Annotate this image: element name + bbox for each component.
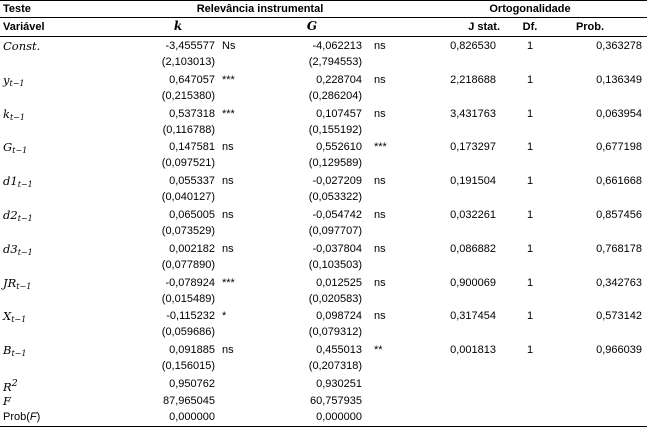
g-coefficient: -0,037804 bbox=[312, 242, 362, 255]
g-significance: ns bbox=[374, 310, 386, 323]
k-coefficient: 0,147581 bbox=[169, 141, 215, 154]
degrees-of-freedom: 1 bbox=[526, 310, 534, 323]
g-stat-value: 0,000000 bbox=[316, 411, 362, 423]
header-g: G bbox=[306, 19, 318, 33]
header-bottom-rule bbox=[0, 36, 647, 37]
variable-label: $G_{t-1}$ bbox=[3, 140, 28, 156]
degrees-of-freedom: 1 bbox=[526, 242, 534, 255]
k-coefficient: 0,537318 bbox=[169, 107, 215, 120]
degrees-of-freedom: 1 bbox=[526, 175, 534, 188]
g-std-error: (0,053322) bbox=[308, 191, 362, 204]
k-std-error: (0,116788) bbox=[162, 123, 215, 136]
g-std-error: (0,079312) bbox=[308, 326, 362, 339]
header-prob: Prob. bbox=[575, 21, 605, 33]
g-std-error: (0,129589) bbox=[308, 157, 362, 170]
g-significance: ns bbox=[374, 242, 386, 255]
g-significance: *** bbox=[374, 141, 387, 154]
g-std-error: (2,794553) bbox=[308, 56, 362, 68]
probability: 0,661668 bbox=[596, 175, 642, 188]
k-coefficient: -0,115232 bbox=[166, 310, 215, 323]
header-relevancia: Relevância instrumental bbox=[196, 3, 324, 15]
header-rule bbox=[0, 17, 647, 18]
variable-label: $X_{t-1}$ bbox=[3, 309, 27, 325]
k-stat-value: 0,950762 bbox=[169, 378, 215, 390]
k-significance: *** bbox=[222, 276, 235, 289]
degrees-of-freedom: 1 bbox=[526, 73, 534, 86]
g-coefficient: 0,098724 bbox=[316, 310, 362, 323]
g-stat-value: 60,757935 bbox=[310, 394, 362, 407]
g-significance: ns bbox=[374, 175, 386, 188]
header-jstat: J stat. bbox=[468, 21, 500, 33]
j-statistic: 3,431763 bbox=[450, 107, 496, 120]
k-stat-value: 87,965045 bbox=[163, 394, 215, 407]
top-rule bbox=[0, 0, 647, 1]
g-significance: ns bbox=[374, 276, 386, 289]
k-significance: *** bbox=[222, 73, 235, 86]
degrees-of-freedom: 1 bbox=[526, 107, 534, 120]
g-significance: ns bbox=[374, 73, 386, 86]
j-statistic: 0,173297 bbox=[450, 141, 496, 154]
probability: 0,063954 bbox=[596, 107, 642, 120]
k-significance: ns bbox=[222, 242, 234, 255]
k-significance: ns bbox=[222, 141, 234, 154]
k-coefficient: 0,002182 bbox=[169, 242, 215, 255]
probability: 0,573142 bbox=[596, 310, 642, 323]
k-coefficient: 0,065005 bbox=[169, 209, 215, 221]
k-std-error: (0,215380) bbox=[161, 89, 215, 102]
k-coefficient: 0,055337 bbox=[169, 175, 215, 188]
k-std-error: (2,103013) bbox=[161, 56, 215, 68]
degrees-of-freedom: 1 bbox=[526, 276, 534, 289]
j-statistic: 0,826530 bbox=[450, 40, 496, 52]
header-ortogonalidade: Ortogonalidade bbox=[489, 3, 571, 15]
j-statistic: 0,001813 bbox=[450, 344, 496, 357]
k-significance: ns bbox=[222, 209, 234, 221]
probability: 0,136349 bbox=[596, 73, 642, 86]
g-coefficient: 0,228704 bbox=[316, 73, 362, 86]
g-significance: ns bbox=[374, 40, 386, 52]
k-significance: ns bbox=[222, 175, 234, 188]
header-teste: Teste bbox=[3, 3, 31, 15]
k-std-error: (0,015489) bbox=[161, 292, 215, 305]
header-variavel: Variável bbox=[3, 21, 45, 33]
variable-label: $y_{t-1}$ bbox=[3, 72, 25, 88]
g-coefficient: 0,552610 bbox=[316, 141, 362, 154]
probability: 0,342763 bbox=[596, 276, 642, 289]
probability: 0,363278 bbox=[596, 40, 642, 52]
j-statistic: 2,218688 bbox=[450, 73, 496, 86]
g-std-error: (0,097707) bbox=[308, 225, 362, 237]
j-statistic: 0,317454 bbox=[450, 310, 496, 323]
j-statistic: 0,900069 bbox=[450, 276, 496, 289]
j-statistic: 0,086882 bbox=[450, 242, 496, 255]
variable-label: $d2_{t-1}$ bbox=[3, 208, 33, 223]
probability: 0,677198 bbox=[596, 141, 642, 154]
degrees-of-freedom: 1 bbox=[526, 344, 534, 357]
variable-label: $B_{t-1}$ bbox=[3, 343, 27, 359]
k-significance: ns bbox=[222, 344, 234, 357]
k-std-error: (0,156015) bbox=[161, 360, 215, 373]
g-std-error: (0,207318) bbox=[308, 360, 362, 373]
stat-label: F bbox=[3, 393, 11, 408]
variable-label: $d3_{t-1}$ bbox=[3, 241, 33, 257]
g-stat-value: 0,930251 bbox=[316, 378, 362, 390]
g-coefficient: -0,054742 bbox=[312, 209, 362, 221]
j-statistic: 0,032261 bbox=[450, 209, 496, 221]
k-coefficient: -3,455577 bbox=[165, 40, 215, 52]
k-significance: *** bbox=[222, 107, 235, 120]
stat-label: Prob(F) bbox=[3, 411, 41, 423]
g-coefficient: -0,027209 bbox=[312, 175, 362, 188]
k-coefficient: 0,647057 bbox=[169, 73, 215, 86]
k-significance: * bbox=[222, 310, 227, 323]
variable-label: Const. bbox=[3, 39, 41, 53]
g-coefficient: 0,012525 bbox=[316, 276, 362, 289]
g-std-error: (0,103503) bbox=[308, 258, 362, 271]
probability: 0,857456 bbox=[596, 209, 642, 221]
k-std-error: (0,097521) bbox=[161, 157, 215, 170]
header-df: Df. bbox=[522, 21, 538, 33]
g-std-error: (0,020583) bbox=[308, 292, 362, 305]
k-std-error: (0,059686) bbox=[161, 326, 215, 339]
k-significance: Ns bbox=[222, 40, 236, 52]
variable-label: $JR_{t-1}$ bbox=[3, 275, 32, 291]
g-coefficient: 0,455013 bbox=[316, 344, 362, 357]
probability: 0,966039 bbox=[596, 344, 642, 357]
j-statistic: 0,191504 bbox=[450, 175, 496, 188]
g-significance: ** bbox=[374, 344, 383, 357]
g-std-error: (0,155192) bbox=[308, 123, 362, 136]
variable-label: $k_{t-1}$ bbox=[3, 106, 25, 122]
g-std-error: (0,286204) bbox=[308, 89, 362, 102]
g-significance: ns bbox=[374, 107, 386, 120]
g-coefficient: -4,062213 bbox=[312, 40, 362, 52]
g-significance: ns bbox=[374, 209, 386, 221]
variable-label: $d1_{t-1}$ bbox=[3, 174, 33, 190]
k-stat-value: 0,000000 bbox=[169, 411, 215, 423]
k-std-error: (0,073529) bbox=[161, 225, 215, 237]
stat-label: $R^2$ bbox=[3, 378, 18, 394]
k-coefficient: 0,091885 bbox=[169, 344, 215, 357]
probability: 0,768178 bbox=[596, 242, 642, 255]
degrees-of-freedom: 1 bbox=[526, 40, 534, 52]
k-std-error: (0,077890) bbox=[161, 258, 215, 271]
g-coefficient: 0,107457 bbox=[316, 107, 362, 120]
k-coefficient: -0,078924 bbox=[165, 276, 215, 289]
degrees-of-freedom: 1 bbox=[526, 141, 534, 154]
header-k: k bbox=[173, 19, 183, 33]
degrees-of-freedom: 1 bbox=[526, 209, 534, 221]
k-std-error: (0,040127) bbox=[161, 191, 215, 204]
